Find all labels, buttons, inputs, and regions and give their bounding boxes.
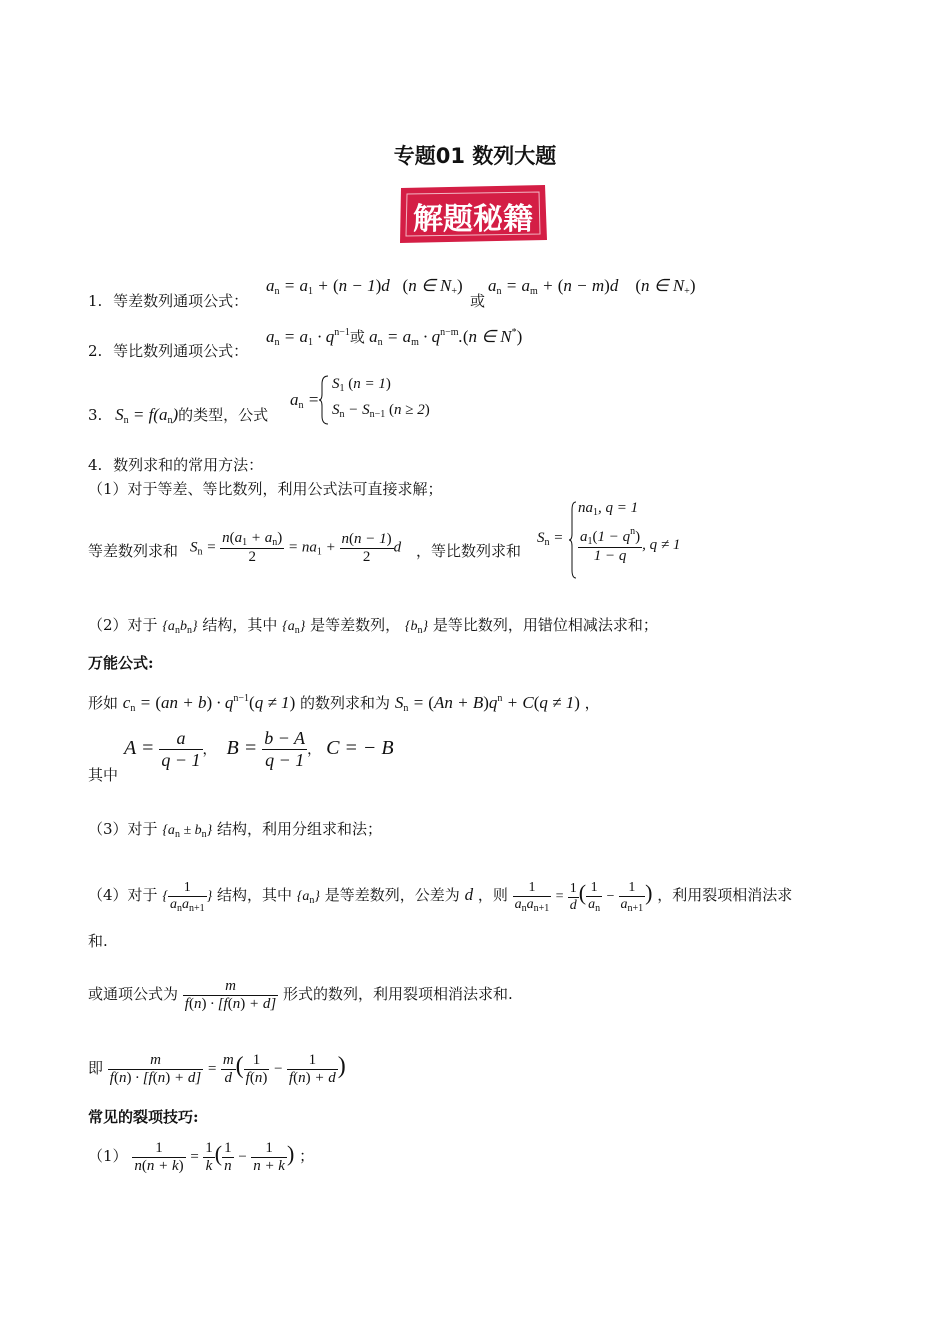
sn-an-case-2: $S_n - S_{n-1}$ (n ≥ 2)	[332, 402, 430, 420]
alt-general-term-a: 或通项公式为	[88, 984, 179, 1003]
sn-an-relation-lhs: $a_n$ =	[290, 390, 320, 411]
method-2: （2）对于 $\{a_nb_n\}$ 结构，其中 $\{a_n\}$ 是等差数列， $\{b_n\}$ 是等比数列，用错位相减法求和；	[88, 616, 658, 636]
sn-an-relation-brace	[318, 374, 330, 430]
item-2	[88, 340, 248, 361]
item-3: 3. $S_n = f(a_n)$的类型，公式	[88, 405, 269, 426]
method-2-a: （2）对于	[88, 616, 158, 634]
page-title: 专题01 数列大题	[393, 144, 557, 168]
split-technique-1-a: （1）	[88, 1146, 128, 1165]
banner	[397, 182, 549, 246]
arith-general-formula-alt: $a_n = a_m + (n - m)d$ (n ∈ $N_+$)	[488, 276, 696, 297]
item-4	[88, 454, 263, 475]
method-2-b: 结构，其中	[202, 616, 278, 634]
split-identity-a: 即	[88, 1058, 104, 1077]
arith-sum-label: 等差数列求和	[88, 542, 179, 560]
split-identity: 即 $\frac{m}{f(n) \cdot [f(n) + d]}$ = $\frac{m}{d}$ ( $\frac{1}{f(n)}$ − $\frac{1}{f(n) + d}$ )	[88, 1052, 346, 1086]
arith-sum-formula: $S_n$ = $\frac{n(a_1 + a_n)}{2}$ = $na_1$ + $\frac{n(n - 1)}{2}$ d	[190, 530, 402, 565]
method-2-c: 是等差数列，	[310, 616, 401, 634]
method-4-a: （4）对于	[88, 886, 158, 905]
method-4-c: 是等差数列，公差为	[324, 886, 460, 905]
item-2-label: 等比数列通项公式：	[113, 342, 249, 360]
split-title: 常见的裂项技巧:	[88, 1108, 199, 1126]
method-3-b: 结构，利用分组求和法；	[217, 820, 383, 838]
item-1-or: 或	[470, 292, 486, 310]
item-4-label: 数列求和的常用方法：	[113, 456, 264, 474]
item-2-or: 或	[349, 330, 365, 346]
method-4: （4）对于 { $\frac{1}{a_na_{n+1}}$ } 结构，其中 $\{a_n\}$ 是等差数列，公差为 d ，则 $\frac{1}{a_na_{n+1}}$ = $\frac{1}{d}$ ( $\frac{1}{a_n}$ − $\frac{1}{a_{n+1}}$ ) ，利用裂项相消法求	[88, 880, 793, 914]
universal-title: 万能公式:	[88, 654, 154, 672]
method-2-d: 是等比数列，用错位相减法求和；	[432, 616, 658, 634]
where-label: 其中	[88, 766, 119, 784]
item-2-number: 2.	[88, 342, 103, 360]
method-3-a: （3）对于	[88, 820, 158, 838]
item-3-number: 3.	[88, 406, 103, 424]
geo-sum-brace	[568, 500, 578, 584]
split-technique-1: （1） $\frac{1}{n(n + k)}$ = $\frac{1}{k}$ ( $\frac{1}{n}$ − $\frac{1}{n + k}$ ) ；	[88, 1140, 315, 1174]
universal-form-b: 的数列求和为	[300, 694, 391, 712]
geo-sum-case-1: $na_1$, q = 1	[578, 500, 639, 518]
item-1	[88, 290, 248, 311]
geo-general-formula: $a_n = a_1 \cdot q^{n-1}$或 $a_n = a_m \cdot q^{n-m}.(n$ ∈ N*)	[266, 327, 523, 348]
item-1-number: 1.	[88, 292, 103, 310]
universal-form-a: 形如	[88, 694, 119, 712]
banner-text: 解题秘籍	[413, 202, 533, 237]
item-1-label: 等差数列通项公式：	[113, 292, 249, 310]
method-4-cont: 和.	[88, 932, 108, 950]
method-3: （3）对于 $\{a_n \pm b_n\}$ 结构，利用分组求和法；	[88, 820, 383, 840]
item-3-type-text: 的类型，公式	[178, 406, 269, 424]
method-1: （1）对于等差、等比数列，利用公式法可直接求解；	[88, 480, 443, 498]
geo-sum-case-2: $\frac{a_1(1 - q^n)}{1 - q}$ , q ≠ 1	[580, 526, 681, 564]
alt-general-term: 或通项公式为 $\frac{m}{f(n) \cdot [f(n) + d]}$ 形式的数列，利用裂项相消法求和.	[88, 978, 513, 1012]
method-4-d: ，则	[477, 886, 508, 905]
geo-sum-label: ，等比数列求和	[416, 542, 522, 560]
geo-sum-lhs: $S_n$ =	[537, 530, 564, 548]
arith-general-formula: $a_n = a_1 + (n - 1)d$ (n ∈ $N_+$)	[266, 276, 463, 297]
alt-general-term-b: 形式的数列，利用裂项相消法求和.	[282, 984, 513, 1003]
split-technique-1-b: ；	[299, 1146, 315, 1165]
universal-coefficients: A = $\frac{a}{q - 1}$ ， B = $\frac{b - A}{q - 1}$ ， C = − B	[124, 728, 394, 770]
method-4-e: ，利用裂项相消法求	[657, 886, 793, 905]
universal-form: 形如 $c_n = (an + b) \cdot q^{n-1}(q \ne 1)$ 的数列求和为 $S_n = (An + B)q^n + C(q \ne 1)$ ，	[88, 693, 600, 714]
universal-form-c: ，	[584, 694, 600, 712]
method-4-b: 结构，其中	[216, 886, 292, 905]
sn-an-case-1: $S_1$ (n = 1)	[332, 376, 391, 394]
item-4-number: 4.	[88, 456, 103, 474]
